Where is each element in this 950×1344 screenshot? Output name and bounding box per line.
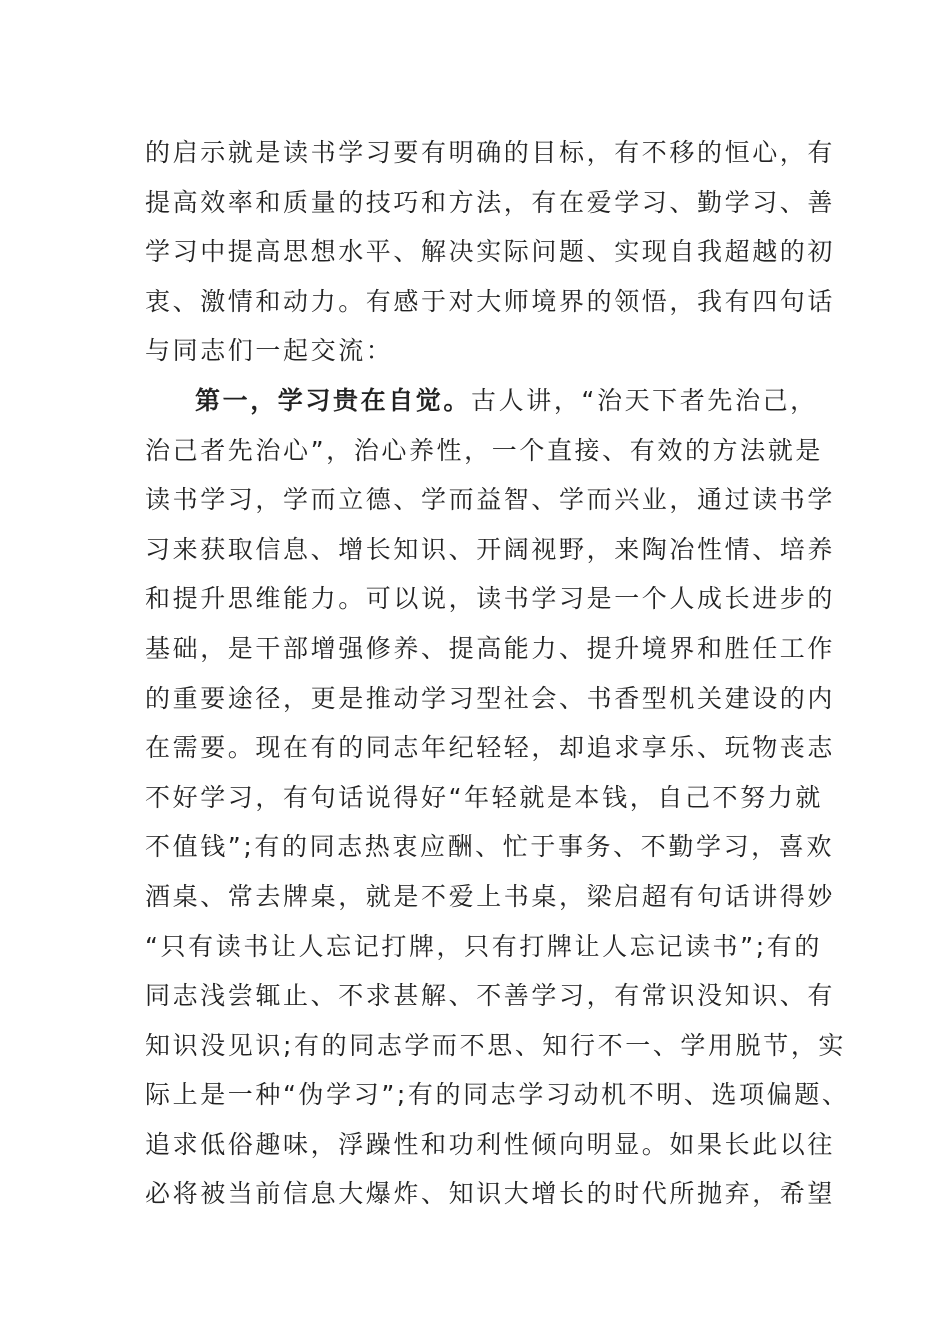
text-line: 提高效率和质量的技巧和方法，有在爱学习、勤学习、善 [145, 187, 836, 217]
text-line: 同志浅尝辄止、不求甚解、不善学习，有常识没知识、有 [145, 981, 836, 1011]
text-line: 的启示就是读书学习要有明确的目标，有不移的恒心，有 [145, 138, 836, 167]
section-heading: 第一，学习贵在自觉。 [195, 385, 472, 415]
text-line: 衷、激情和动力。有感于对大师境界的领悟，我有四句话 [145, 286, 836, 316]
text-line: 与同志们一起交流： [145, 336, 394, 366]
text-line: 必将被当前信息大爆炸、知识大增长的时代所抛弃，希望 [145, 1179, 836, 1209]
text-line: 际上是一种“伪学习”;有的同志学习动机不明、选项偏题、 [145, 1080, 850, 1110]
paragraph-intro [145, 128, 836, 376]
text-line: 基础，是干部增强修养、提高能力、提升境界和胜任工作 [145, 633, 836, 663]
text-line: 在需要。现在有的同志年纪轻轻，却追求享乐、玩物丧志 [145, 733, 836, 763]
text-line: 不好学习，有句话说得好“年轻就是本钱，自己不努力就 [145, 782, 823, 812]
text-segment: 古人讲，“治天下者先治己， [471, 385, 818, 415]
text-line: 追求低俗趣味，浮躁性和功利性倾向明显。如果长此以往 [145, 1129, 836, 1159]
text-line: 酒桌、常去牌桌，就是不爱上书桌，梁启超有句话讲得妙 [145, 881, 836, 911]
text-line: 的重要途径，更是推动学习型社会、书香型机关建设的内 [145, 683, 836, 713]
text-line: 读书学习，学而立德、学而益智、学而兴业，通过读书学 [145, 485, 836, 515]
text-line-first [145, 376, 825, 426]
text-line: “只有读书让人忘记打牌，只有打牌让人忘记读书”;有的 [145, 931, 822, 961]
text-line: 和提升思维能力。可以说，读书学习是一个人成长进步的 [145, 584, 836, 614]
text-line: 学习中提高思想水平、解决实际问题、实现自我超越的初 [145, 237, 836, 267]
document-body [145, 128, 850, 1219]
text-line: 知识没见识;有的同志学而不思、知行不一、学用脱节，实 [145, 1030, 847, 1060]
text-line: 不值钱”;有的同志热衷应酬、忙于事务、不勤学习，喜欢 [145, 832, 834, 862]
paragraph-learning-self-discipline [145, 376, 850, 1219]
text-line: 治己者先治心”，治心养性，一个直接、有效的方法就是 [145, 435, 823, 465]
text-line: 习来获取信息、增长知识、开阔视野，来陶冶性情、培养 [145, 534, 836, 564]
